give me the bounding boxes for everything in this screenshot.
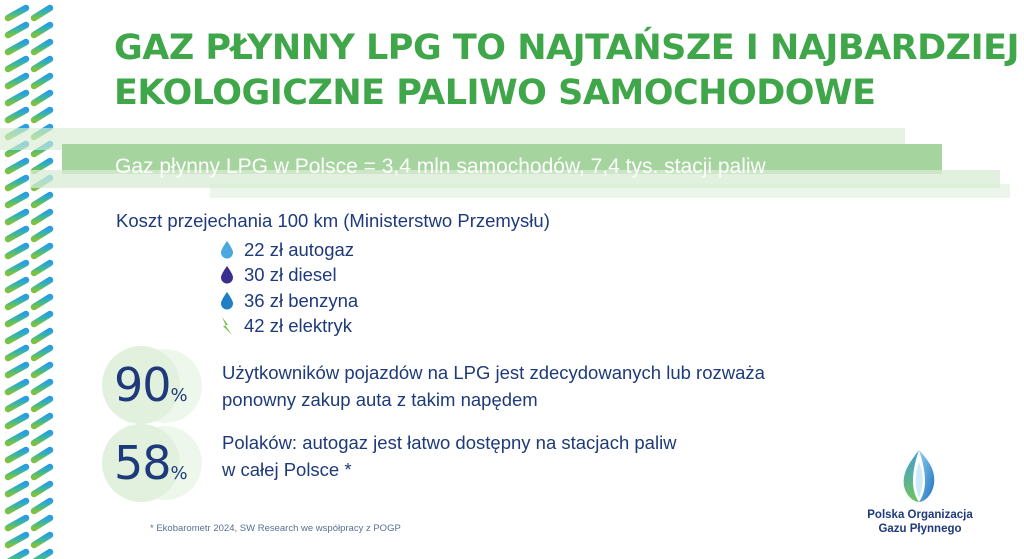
stat-unit: % <box>170 385 188 406</box>
drop-icon <box>220 292 234 310</box>
stripe <box>8 501 26 511</box>
drop-icon <box>220 241 234 259</box>
stripe <box>34 25 50 35</box>
stripe <box>8 365 26 375</box>
cost-item-benzyna <box>220 288 358 314</box>
stripe <box>8 76 26 86</box>
stripe <box>8 25 26 35</box>
stripe <box>8 416 26 426</box>
cost-label: 22 zł autogaz <box>244 238 355 260</box>
stripe <box>8 518 26 528</box>
stripe <box>8 93 26 103</box>
stripe <box>34 229 50 239</box>
stripe <box>34 484 50 494</box>
stat-unit: % <box>170 463 188 484</box>
stripe <box>8 42 26 52</box>
stripe <box>34 348 50 358</box>
stripe <box>34 76 50 86</box>
stat-text-line: Polaków: autogaz jest łatwo dostępny na stacjach paliw <box>222 432 677 453</box>
stripe <box>8 8 26 18</box>
stripe <box>34 365 50 375</box>
lpg-poland-summary: Gaz płynny LPG w Polsce = 3,4 mln samochodów, 7,4 tys. stacji paliw <box>115 155 766 178</box>
cost-item-diesel <box>220 263 358 289</box>
stat-58-text <box>222 429 677 483</box>
decorative-stripes <box>0 0 60 559</box>
stripe <box>34 263 50 273</box>
stripe <box>8 450 26 460</box>
cost-label: 30 zł diesel <box>244 264 337 286</box>
stripe <box>8 263 26 273</box>
stripe <box>34 382 50 392</box>
stat-90 <box>100 346 210 426</box>
stripe <box>34 110 50 120</box>
stripe <box>8 212 26 222</box>
cost-list <box>220 237 358 339</box>
stripe <box>8 399 26 409</box>
footnote: * Ekobarometr 2024, SW Research we współpracy z POGP <box>150 523 401 534</box>
stripe <box>34 42 50 52</box>
stripe <box>8 229 26 239</box>
stripe <box>34 314 50 324</box>
stripe <box>34 297 50 307</box>
stripe <box>8 280 26 290</box>
stripe <box>34 212 50 222</box>
title-line-2: EKOLOGICZNE PALIWO SAMOCHODOWE <box>114 73 876 113</box>
lightning-icon <box>220 317 234 335</box>
stripe <box>8 433 26 443</box>
stripe <box>34 416 50 426</box>
stat-value: 90 <box>114 358 171 412</box>
stripe <box>8 552 26 559</box>
stripe <box>34 93 50 103</box>
stripe <box>34 467 50 477</box>
cost-label: 36 zł benzyna <box>244 289 359 311</box>
stripe <box>8 535 26 545</box>
stripe <box>8 297 26 307</box>
stripe <box>34 246 50 256</box>
stripe <box>8 348 26 358</box>
stripe <box>34 518 50 528</box>
stripe <box>34 450 50 460</box>
stripe <box>8 314 26 324</box>
cost-item-autogaz <box>220 237 358 263</box>
stat-58 <box>100 420 210 500</box>
stat-value: 58 <box>114 436 171 490</box>
stripe <box>34 59 50 69</box>
logo-line-1: Polska Organizacja <box>867 509 973 521</box>
stripe <box>8 110 26 120</box>
stripe <box>34 433 50 443</box>
stripe <box>34 331 50 341</box>
stripe <box>34 280 50 290</box>
stripe <box>34 399 50 409</box>
title-line-1: GAZ PŁYNNY LPG TO NAJTAŃSZE I NAJBARDZIEJ <box>114 28 1020 68</box>
cost-label: 42 zł elektryk <box>244 315 352 337</box>
stripe <box>8 484 26 494</box>
drop-icon <box>220 266 234 284</box>
stripe <box>34 501 50 511</box>
stripe <box>34 552 50 559</box>
stripe <box>8 246 26 256</box>
flame-icon <box>898 448 940 504</box>
stripe <box>8 467 26 477</box>
stat-text-line: ponowny zakup auta z takim napędem <box>222 389 538 410</box>
stripe <box>8 331 26 341</box>
stripe <box>8 59 26 69</box>
page-title <box>114 26 1019 116</box>
stripe <box>8 382 26 392</box>
stat-text-line: Użytkowników pojazdów na LPG jest zdecydowanych lub rozważa <box>222 362 765 383</box>
pogp-logo <box>850 448 990 538</box>
cost-heading: Koszt przejechania 100 km (Ministerstwo Przemysłu) <box>116 210 550 231</box>
stripe <box>34 535 50 545</box>
stripe <box>34 8 50 18</box>
stat-90-text <box>222 359 765 413</box>
logo-line-2: Gazu Płynnego <box>878 523 962 535</box>
cost-item-elektryk <box>220 314 358 340</box>
stat-text-line: w całej Polsce * <box>222 459 352 480</box>
